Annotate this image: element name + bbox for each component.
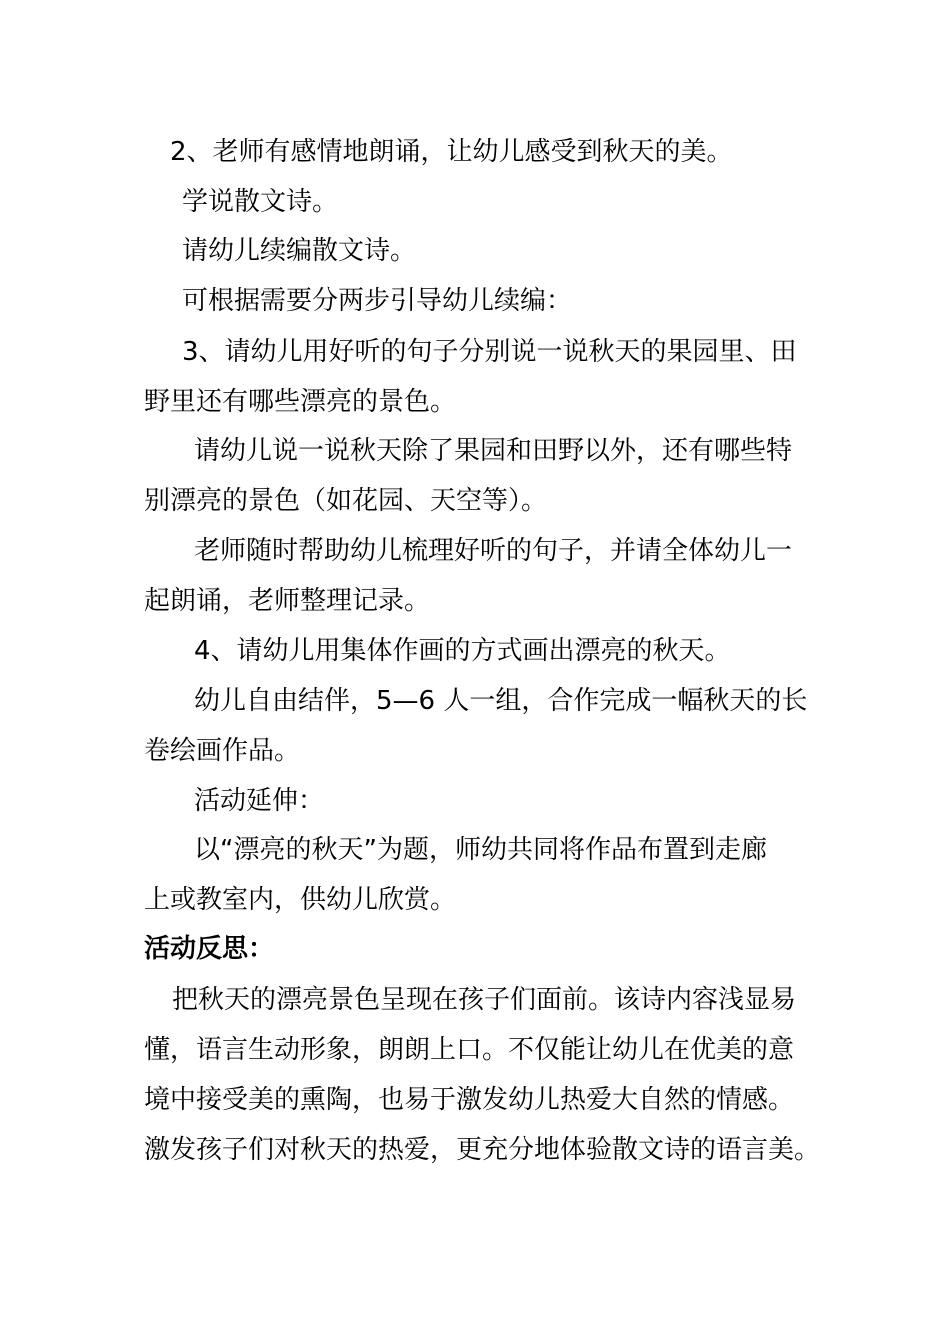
text-line: 可根据需要分两步引导幼儿续编： [182, 286, 573, 316]
text-line: 激发孩子们对秋天的热爱，更充分地体验散文诗的语言美。 [144, 1135, 821, 1165]
text-line: 别漂亮的景色（如花园、天空等）。 [144, 486, 548, 516]
text-line: 老师随时帮助幼儿梳理好听的句子，并请全体幼儿一 [194, 536, 793, 566]
text-line: 3、请幼儿用好听的句子分别说一说秋天的果园里、田 [182, 337, 797, 367]
text-line: 活动延伸： [194, 786, 325, 816]
section-heading: 活动反思： [144, 934, 275, 964]
text-line: 请幼儿说一说秋天除了果园和田野以外，还有哪些特 [194, 436, 793, 466]
text-line: 请幼儿续编散文诗。 [182, 236, 417, 266]
text-line: 4、请幼儿用集体作画的方式画出漂亮的秋天。 [194, 636, 731, 666]
text-line: 幼儿自由结伴，5—6 人一组，合作完成一幅秋天的长 [194, 686, 808, 716]
text-line: 2、老师有感情地朗诵，让幼儿感受到秋天的美。 [170, 137, 733, 167]
text-line: 起朗诵，老师整理记录。 [144, 586, 431, 616]
text-line: 懂，语言生动形象，朗朗上口。不仅能让幼儿在优美的意 [144, 1035, 795, 1065]
text-line: 境中接受美的熏陶，也易于激发幼儿热爱大自然的情感。 [144, 1085, 795, 1115]
text-line: 野里还有哪些漂亮的景色。 [144, 387, 457, 417]
text-line: 以“漂亮的秋天”为题，师幼共同将作品布置到走廊 [194, 835, 767, 865]
text-line: 上或教室内，供幼儿欣赏。 [144, 885, 457, 915]
text-line: 学说散文诗。 [182, 187, 339, 217]
text-line: 卷绘画作品。 [144, 736, 301, 766]
text-line: 把秋天的漂亮景色呈现在孩子们面前。该诗内容浅显易 [172, 985, 797, 1015]
